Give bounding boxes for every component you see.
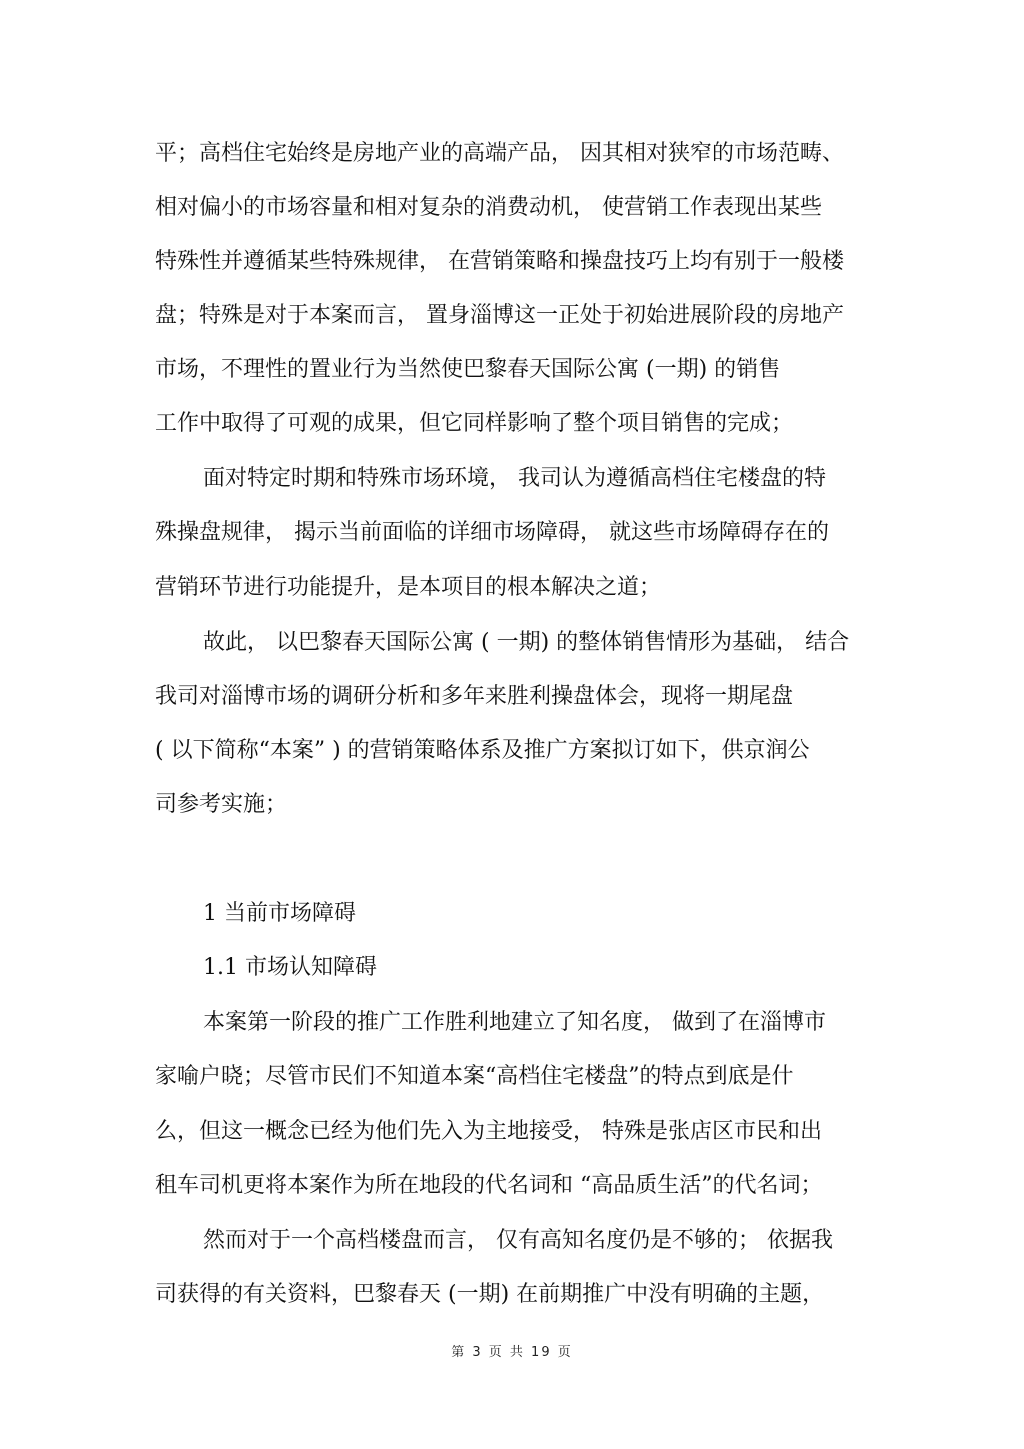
paragraph-line: 然而对于一个高档楼盘而言， 仅有高知名度仍是不够的； 依据我 [203,1228,833,1253]
paragraph-line: 租车司机更将本案作为所在地段的代名词和 “高品质生活”的代名词； [155,1173,823,1198]
paragraph-line: 平；高档住宅始终是房地产业的高端产品， 因其相对狭窄的市场范畴、 [155,141,844,166]
paragraph-line: 工作中取得了可观的成果，但它同样影响了整个项目销售的完成； [155,411,794,436]
paragraph-line: 故此， 以巴黎春天国际公寓 ( 一期) 的整体销售情形为基础， 结合 [203,630,850,655]
subsection-heading: 1.1 市场认知障碍 [203,955,377,980]
paragraph-line: 本案第一阶段的推广工作胜利地建立了知名度， 做到了在淄博市 [203,1010,826,1035]
paragraph-line: 面对特定时期和特殊市场环境， 我司认为遵循高档住宅楼盘的特 [203,466,826,491]
paragraph-line: 营销环节进行功能提升，是本项目的根本解决之道； [155,575,662,600]
paragraph-line: 司获得的有关资料，巴黎春天 (一期) 在前期推广中没有明确的主题， [155,1282,825,1307]
paragraph-line: 相对偏小的市场容量和相对复杂的消费动机， 使营销工作表现出某些 [155,195,822,220]
section-heading: 1 当前市场障碍 [203,901,356,926]
paragraph-line: 盘；特殊是对于本案而言， 置身淄博这一正处于初始进展阶段的房地产 [155,303,844,328]
paragraph-line: 司参考实施； [155,792,288,817]
paragraph-line: 市场，不理性的置业行为当然使巴黎春天国际公寓 (一期) 的销售 [155,357,781,382]
paragraph-line: 我司对淄博市场的调研分析和多年来胜利操盘体会，现将一期尾盘 [155,684,794,709]
paragraph-line: 殊操盘规律， 揭示当前面临的详细市场障碍， 就这些市场障碍存在的 [155,520,829,545]
paragraph-line: ( 以下简称“本案” ) 的营销策略体系及推广方案拟订如下，供京润公 [155,738,810,763]
page-number-footer: 第 3 页 共 19 页 [451,1345,573,1360]
paragraph-line: 特殊性并遵循某些特殊规律， 在营销策略和操盘技巧上均有别于一般楼 [155,249,844,274]
paragraph-line: 么，但这一概念已经为他们先入为主地接受， 特殊是张店区市民和出 [155,1119,822,1144]
paragraph-line: 家喻户晓；尽管市民们不知道本案“高档住宅楼盘”的特点到底是什 [155,1064,794,1089]
